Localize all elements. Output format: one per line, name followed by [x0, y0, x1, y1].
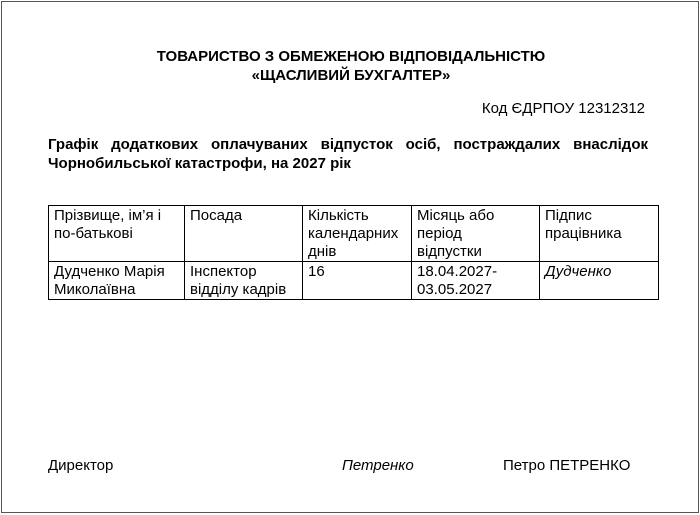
column-header-full-name: Прізвище, ім’я і по-батькові [49, 206, 185, 262]
vacation-days-cell: 16 [303, 262, 412, 300]
vacation-schedule-table [48, 205, 659, 300]
table-row [49, 262, 659, 300]
document-title-line-1: Графік додаткових оплачуваних відпусток осіб, постраждалих внаслідок [48, 136, 648, 153]
company-name-line-1: ТОВАРИСТВО З ОБМЕЖЕНОЮ ВІДПОВІДАЛЬНІСТЮ [156, 48, 546, 65]
vacation-period-cell: 18.04.2027- 03.05.2027 [412, 262, 540, 300]
employee-signature: Дудченко [545, 263, 612, 280]
document-title-line-2: Чорнобильської катастрофи, на 2027 рік [48, 155, 351, 172]
director-signature: Петренко [342, 457, 414, 474]
director-name: Петро ПЕТРЕНКО [503, 457, 631, 474]
document-title [48, 135, 648, 173]
table-header-row [49, 206, 659, 262]
employee-position-cell: Інспектор відділу кадрів [185, 262, 303, 300]
column-header-calendar-days: Кількість календарних днів [303, 206, 412, 262]
employee-name-cell: Дудченко Марія Миколаївна [49, 262, 185, 300]
company-name [2, 47, 700, 85]
column-header-vacation-period: Місяць або період відпустки [412, 206, 540, 262]
company-name-line-2: «ЩАСЛИВИЙ БУХГАЛТЕР» [251, 67, 451, 84]
employee-signature-cell [540, 262, 659, 300]
edrpou-code: Код ЄДРПОУ 12312312 [481, 100, 645, 117]
director-label: Директор [48, 457, 114, 474]
column-header-position: Посада [185, 206, 303, 262]
column-header-employee-signature: Підпис працівника [540, 206, 659, 262]
document-page [1, 1, 699, 513]
